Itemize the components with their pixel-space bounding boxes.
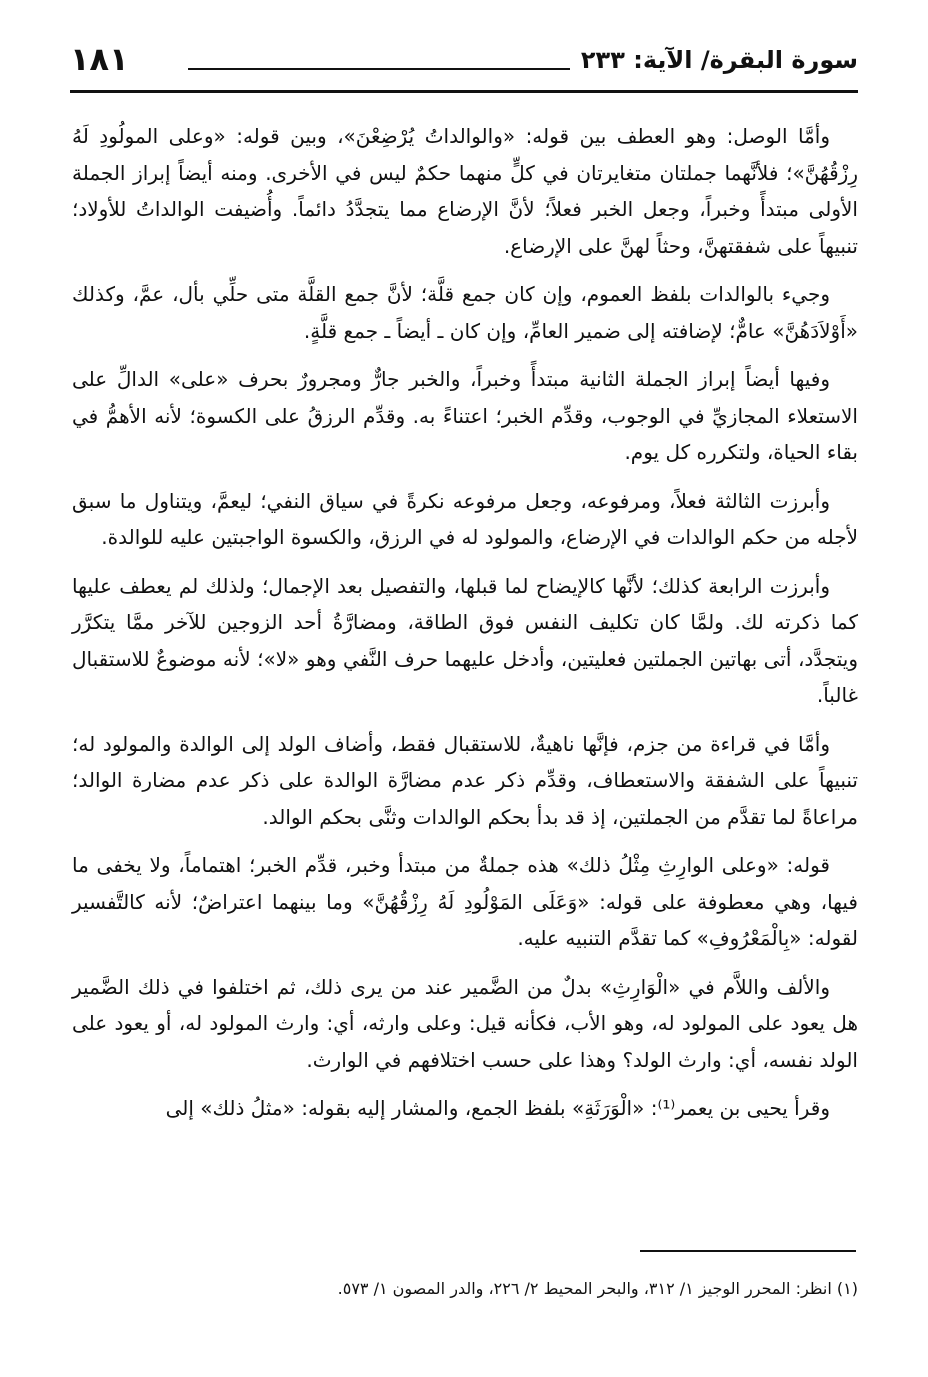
header-dash-line [188,68,570,70]
paragraph-9: وقرأ يحيى بن يعمر⁽¹⁾: «الْوَرَثَةِ» بلفظ الجمع، والمشار إليه بقوله: «مثلُ ذلك» إلى [165,1096,830,1120]
paragraph-6: وأمَّا في قراءة من جزم، فإنَّها ناهيةٌ، للاستقبال فقط، وأضاف الولد إلى الوالدة والمولود له؛ تنبيهاً على الشفقة والاستعطاف، وقدِّم ذكر عدم مضارَّة الوالدة على ذكر عدم مضارة الوالد؛ مراعاةً لما تقدَّم من الجملتين، إذ قد بدأ بحكم الوالدات وثنَّى بحكم الوالد. [72,731,858,829]
header-rule [70,90,858,93]
paragraph-7: قوله: «وعلى الوارِثِ مِثْلُ ذلك» هذه جملةٌ من مبتدأ وخبر، قدِّم الخبر؛ اهتماماً، ولا يخفى ما فيها، وهي معطوفة على قوله: «وَعَلَى المَوْلُودِ لَهُ رِزْقُهُنَّ» وما بينهما اعتراضٌ؛ لأنه كالتَّفسير لقوله: «بِالْمَعْرُوفِ» كما تقدَّم التنبيه عليه. [72,853,858,950]
page-header [70,38,858,94]
page-body [72,118,858,1139]
paragraph-3: وفيها أيضاً إبراز الجملة الثانية مبتدأً وخبراً، والخبر جارٌّ ومجرورٌ بحرف «على» الدالِّ على الاستعلاء المجازيِّ في الوجوب، وقدِّم الخبر؛ اعتناءً به. وقدِّم الرزقُ على الكسوة؛ لأنه الأهمُّ في بقاء الحياة، ولتكرره كل يوم. [72,367,858,464]
running-title: سورة البقرة/ الآية: ٢٣٣ [580,46,858,74]
paragraph-2: وجيء بالوالدات بلفظ العموم، وإن كان جمع قلَّة؛ لأنَّ جمع القلَّة متى حلِّي بأل، عمَّ، وكذلك «أَوْلاَدَهُنَّ» عامٌّ؛ لإضافته إلى ضمير العامِّ، وإن كان ـ أيضاً ـ جمع قلَّةٍ. [72,282,858,343]
paragraph-4: وأبرزت الثالثة فعلاً، ومرفوعه، وجعل مرفوعه نكرةً في سياق النفي؛ ليعمَّ، ويتناول ما سبق لأجله من حكم الوالدات في الإرضاع، والمولود له في الرزق، والكسوة الواجبتين عليه للوالدة. [72,488,858,549]
paragraph-5: وأبرزت الرابعة كذلك؛ لأنَّها كالإيضاح لما قبلها، والتفصيل بعد الإجمال؛ ولذلك لم يعطف عليها كما ذكرته لك. ولمَّا كان تكليف النفس فوق الطاقة، ومضارَّةُ أحد الزوجين للآخر ممَّا يتكرَّر ويتجدَّد، أتى بهاتين الجملتين فعليتين، وأدخل عليهما حرف النَّفي وهو «لا»؛ لأنه موضوعٌ للاستقبال غالباً. [72,573,858,707]
footnote-separator [640,1250,856,1252]
footnote: (١) انظر: المحرر الوجيز ١/ ٣١٢، والبحر المحيط ٢/ ٢٢٦، والدر المصون ١/ ٥٧٣. [337,1279,858,1298]
page-number: ١٨١ [70,40,129,78]
paragraph-8: والألف واللاَّم في «الْوَارِثِ» بدلٌ من الضَّمير عند من يرى ذلك، ثم اختلفوا في ذلك الضَّمير هل يعود على المولود له، وهو الأب، فكأنه قيل: وعلى وارثه، أي: وارث المولود له، أو يعود على الولد نفسه، أي: وارث الولد؟ وهذا على حسب اختلافهم في الوارث. [72,974,858,1072]
paragraph-1: وأمَّا الوصل: وهو العطف بين قوله: «والوالداتُ يُرْضِعْنَ»، وبين قوله: «وعلى المولُودِ لَهُ رِزْقُهُنَّ»؛ فلأنَّهما جملتان متغايرتان في كلٍّ منهما حكمٌ ليس في الأخرى. ومنه أيضاً إبراز الجملة الأولى مبتدأً وخبراً، وجعل الخبر فعلاً؛ لأنَّ الإرضاع مما يتجدَّدُ دائماً. وأُضيفت الوالداتُ للأولاد؛ تنبيهاً على شفقتهنَّ، وحثاً لهنَّ على الإرضاع. [72,124,858,258]
